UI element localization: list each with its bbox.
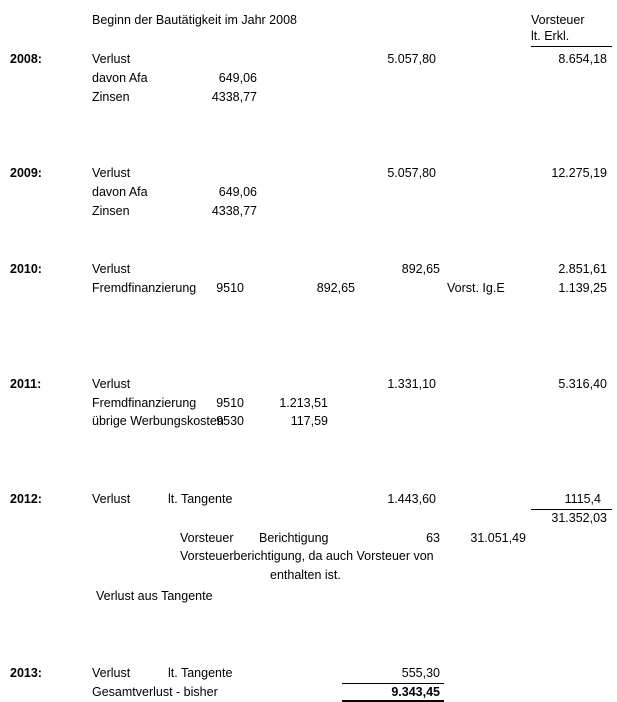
fremdfinanzierung-label-2011: Fremdfinanzierung <box>92 396 197 410</box>
verlust-value-2010: 892,65 <box>401 262 440 276</box>
year-label-2008: 2008: <box>10 52 42 66</box>
year-label-2010: 2010: <box>10 262 42 276</box>
fremdfinanzierung-code-2010: 9510 <box>216 281 244 295</box>
gesamtverlust-value: 9.343,45 <box>391 685 440 699</box>
year-label-2011: 2011: <box>10 377 42 391</box>
vorsteuer-header-sub: lt. Erkl. <box>531 29 570 43</box>
vs-berichtigung-label: Vorsteuer <box>180 531 234 545</box>
verlust-value-2013: 555,30 <box>401 666 440 680</box>
vorsteuer-value-2011: 5.316,40 <box>558 377 607 391</box>
vorsteuer-sum-line <box>531 509 612 510</box>
vorsteuer-header: Vorsteuer <box>531 13 585 27</box>
afa-label-2009: davon Afa <box>92 185 148 199</box>
fremdfinanzierung-label-2010: Fremdfinanzierung <box>92 281 197 295</box>
vorsteuer-value-2012: 1115,4 <box>564 492 601 506</box>
berichtigung-label: Berichtigung <box>259 531 329 545</box>
verlust-label-2012: Verlust <box>92 492 131 506</box>
verlust-value-2009: 5.057,80 <box>387 166 436 180</box>
year-label-2009: 2009: <box>10 166 42 180</box>
afa-value-2009: 649,06 <box>218 185 257 199</box>
afa-label-2008: davon Afa <box>92 71 148 85</box>
berichtigung-note-line2: enthalten ist. <box>270 568 341 582</box>
zinsen-label-2008: Zinsen <box>92 90 130 104</box>
header-underline <box>531 46 612 47</box>
verlust-label-2009: Verlust <box>92 166 131 180</box>
tangente-label-2012: lt. Tangente <box>168 492 233 506</box>
berichtigung-value: 31.051,49 <box>470 531 526 545</box>
zinsen-value-2008: 4338,77 <box>211 90 257 104</box>
berichtigung-note-line1: Vorsteuerberichtigung, da auch Vorsteuer von <box>180 549 434 563</box>
fremdfinanzierung-value-2011: 1.213,51 <box>279 396 328 410</box>
verlust-label-2010: Verlust <box>92 262 131 276</box>
vorsteuer-value-2009: 12.275,19 <box>551 166 607 180</box>
vorst-ige-label-2010: Vorst. Ig.E <box>447 281 505 295</box>
gesamt-sum-line <box>342 683 444 684</box>
werbungskosten-label-2011: übrige Werbungskosten <box>92 414 224 428</box>
verlust-label-2013: Verlust <box>92 666 131 680</box>
tangente-label-2013: lt. Tangente <box>168 666 233 680</box>
header-title: Beginn der Bautätigkeit im Jahr 2008 <box>92 13 297 27</box>
vorsteuer-value-2010: 2.851,61 <box>558 262 607 276</box>
zinsen-label-2009: Zinsen <box>92 204 130 218</box>
fremdfinanzierung-code-2011: 9510 <box>216 396 244 410</box>
verlust-value-2008: 5.057,80 <box>387 52 436 66</box>
verlust-aus-tangente: Verlust aus Tangente <box>96 589 213 603</box>
afa-value-2008: 649,06 <box>218 71 257 85</box>
vorsteuer-total: 31.352,03 <box>551 511 607 525</box>
fremdfinanzierung-value-2010: 892,65 <box>316 281 355 295</box>
vorst-ige-value-2010: 1.139,25 <box>558 281 607 295</box>
gesamtverlust-label: Gesamtverlust - bisher <box>92 685 218 699</box>
year-label-2012: 2012: <box>10 492 42 506</box>
zinsen-value-2009: 4338,77 <box>211 204 257 218</box>
berichtigung-num: 63 <box>426 531 440 545</box>
year-label-2013: 2013: <box>10 666 42 680</box>
werbungskosten-value-2011: 117,59 <box>290 414 328 428</box>
verlust-value-2012: 1.443,60 <box>387 492 436 506</box>
verlust-label-2011: Verlust <box>92 377 131 391</box>
verlust-value-2011: 1.331,10 <box>387 377 436 391</box>
verlust-label-2008: Verlust <box>92 52 131 66</box>
vorsteuer-value-2008: 8.654,18 <box>558 52 607 66</box>
werbungskosten-code-2011: 9530 <box>216 414 244 428</box>
